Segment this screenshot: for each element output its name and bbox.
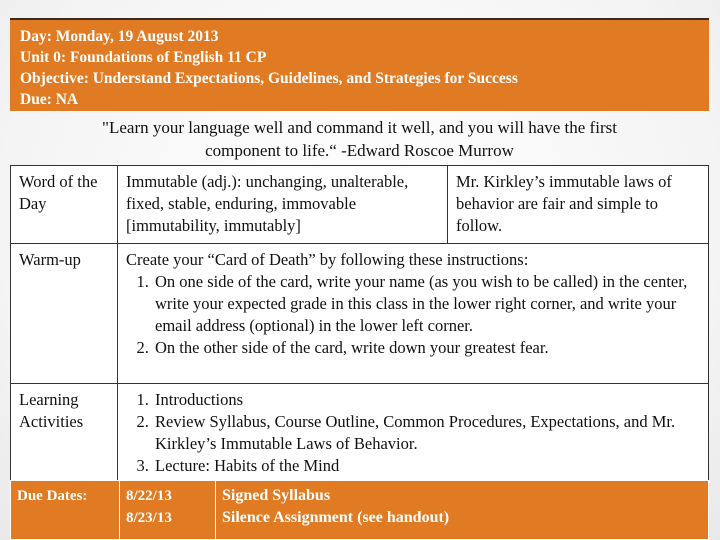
agenda-table (10, 165, 709, 483)
due-dates-label: Due Dates: (11, 481, 120, 540)
word-of-day-label: Word of the Day (11, 166, 118, 244)
learning-list (126, 389, 700, 477)
day-line: Day: Monday, 19 August 2013 (20, 28, 219, 45)
warmup-label: Warm-up (11, 244, 118, 384)
objective-line: Objective: Understand Expectations, Guidelines, and Strategies for Success (20, 70, 518, 87)
list-item: 1. Introductions (153, 389, 700, 411)
due-dates-list (120, 481, 216, 540)
warmup-row (11, 244, 709, 384)
list-item: 2. Review Syllabus, Course Outline, Common Procedures, Expectations, and Mr. Kirkley’s Immutable Laws of Behavior. (153, 411, 700, 455)
word-example: Mr. Kirkley’s immutable laws of behavior are fair and simple to follow. (448, 166, 709, 244)
learning-row (11, 384, 709, 483)
agenda-header (10, 18, 709, 111)
list-item: 3. Lecture: Habits of the Mind (153, 455, 700, 477)
unit-line: Unit 0: Foundations of English 11 CP (20, 49, 267, 66)
quote-line-1: "Learn your language well and command it well, and you will have the first (102, 118, 617, 137)
due-task: Signed Syllabus (222, 487, 331, 504)
word-definition: Immutable (adj.): unchanging, unalterable, fixed, stable, enduring, immovable [immutability, immutably] (118, 166, 448, 244)
list-item: 2. On the other side of the card, write down your greatest fear. (153, 337, 700, 359)
quote (10, 116, 709, 162)
due-dates-bar (10, 480, 709, 540)
warmup-list (126, 271, 700, 359)
warmup-intro: Create your “Card of Death” by following these instructions: (126, 250, 529, 269)
word-of-day-row (11, 166, 709, 244)
quote-line-2: component to life.“ -Edward Roscoe Murrow (205, 141, 514, 160)
due-tasks-list (216, 481, 709, 540)
due-date: 8/22/13 (126, 488, 172, 504)
due-date: 8/23/13 (126, 510, 172, 526)
list-item: 1. On one side of the card, write your name (as you wish to be called) in the center, write your expected grade in this class in the lower right corner, and write your email address (optional) in the lower left corner. (153, 271, 700, 337)
learning-content (118, 384, 709, 483)
learning-label: Learning Activities (11, 384, 118, 483)
due-task: Silence Assignment (see handout) (222, 509, 450, 526)
due-line: Due: NA (20, 91, 79, 108)
warmup-content (118, 244, 709, 384)
